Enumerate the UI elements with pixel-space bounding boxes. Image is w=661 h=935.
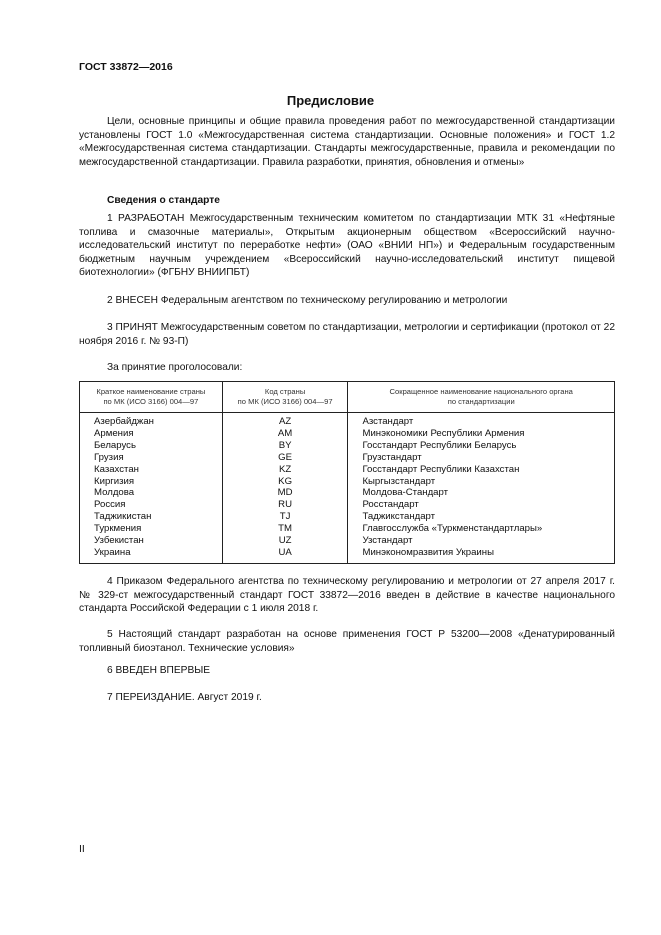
item-7-paragraph: 7 ПЕРЕИЗДАНИЕ. Август 2019 г. [107, 692, 262, 703]
country-code-cell: UZ [222, 535, 348, 547]
table-row [80, 487, 615, 499]
standards-body-cell: Узстандарт [348, 535, 615, 547]
header-body-line1: Сокращенное наименование национального органа [389, 387, 573, 396]
country-cell: Грузия [80, 452, 223, 464]
country-cell: Узбекистан [80, 535, 223, 547]
standards-body-cell: Росстандарт [348, 499, 615, 511]
standards-body-cell: Грузстандарт [348, 452, 615, 464]
item-4-paragraph: 4 Приказом Федерального агентства по техническому регулированию и метрологии от 27 апреля 2017 г. № 329-ст межгосударственный стандарт ГОСТ 33872—2016 введен в действие в качестве национального стандарта Российской Федерации с 1 июля 2018 г. [79, 576, 615, 615]
table-row [80, 499, 615, 511]
country-code-cell: KG [222, 476, 348, 488]
table-row [80, 535, 615, 547]
country-code-cell: AM [222, 428, 348, 440]
country-cell: Туркмения [80, 523, 223, 535]
country-cell: Молдова [80, 487, 223, 499]
country-code-cell: KZ [222, 464, 348, 476]
table-row [80, 523, 615, 535]
standards-body-cell: Молдова-Стандарт [348, 487, 615, 499]
table-row [80, 476, 615, 488]
header-body-line2: по стандартизации [447, 397, 515, 406]
country-code-cell: UA [222, 547, 348, 563]
item-5-paragraph: 5 Настоящий стандарт разработан на основе применения ГОСТ Р 53200—2008 «Денатурированный топливный биоэтанол. Технические условия» [79, 629, 615, 654]
header-body [348, 382, 615, 413]
standards-body-cell: Главгосслужба «Туркменстандартлары» [348, 523, 615, 535]
section-heading: Сведения о стандарте [107, 195, 220, 206]
country-code-cell: AZ [222, 413, 348, 428]
table-row [80, 511, 615, 523]
standards-body-cell: Госстандарт Республики Казахстан [348, 464, 615, 476]
standards-body-cell: Кыргызстандарт [348, 476, 615, 488]
header-code-line2: по МК (ИСО 3166) 004—97 [237, 397, 333, 406]
country-cell: Киргизия [80, 476, 223, 488]
country-cell: Украина [80, 547, 223, 563]
table-body [80, 413, 615, 564]
standards-body-cell: Госстандарт Республики Беларусь [348, 440, 615, 452]
standards-body-cell: Азстандарт [348, 413, 615, 428]
header-country [80, 382, 223, 413]
table-row [80, 464, 615, 476]
table-header-row [80, 382, 615, 413]
table-row [80, 440, 615, 452]
country-cell: Армения [80, 428, 223, 440]
country-code-cell: TM [222, 523, 348, 535]
voting-table [79, 381, 615, 564]
country-code-cell: BY [222, 440, 348, 452]
country-cell: Азербайджан [80, 413, 223, 428]
page-title: Предисловие [286, 93, 375, 108]
country-cell: Казахстан [80, 464, 223, 476]
standards-body-cell: Таджикстандарт [348, 511, 615, 523]
table-row [80, 452, 615, 464]
country-cell: Беларусь [80, 440, 223, 452]
standards-body-cell: Минэкономразвития Украины [348, 547, 615, 563]
header-code [222, 382, 348, 413]
document-code: ГОСТ 33872—2016 [79, 61, 173, 73]
header-country-line2: по МК (ИСО 3166) 004—97 [103, 397, 199, 406]
standards-body-cell: Минэкономики Республики Армения [348, 428, 615, 440]
item-1-paragraph: 1 РАЗРАБОТАН Межгосударственным техническим комитетом по стандартизации МТК 31 «Нефтяные топлива и смазочные материалы», Открытым акционерным обществом «Всероссийский научно-исследовательский институт по переработке нефти» (ОАО «ВНИИ НП») и Федеральным государственным бюджетным научным учреждением «Всероссийский научно-исследовательский институт пищевой биотехнологии» (ФГБНУ ВНИИПБТ) [79, 213, 615, 279]
country-code-cell: GE [222, 452, 348, 464]
country-code-cell: TJ [222, 511, 348, 523]
table-row [80, 547, 615, 563]
country-cell: Россия [80, 499, 223, 511]
page-number: II [79, 843, 85, 855]
country-code-cell: RU [222, 499, 348, 511]
item-6-paragraph: 6 ВВЕДЕН ВПЕРВЫЕ [107, 665, 211, 676]
header-code-line1: Код страны [264, 387, 306, 396]
header-country-line1: Краткое наименование страны [96, 387, 206, 396]
country-cell: Таджикистан [80, 511, 223, 523]
item-2-paragraph: 2 ВНЕСЕН Федеральным агентством по техническому регулированию и метрологии [107, 295, 508, 306]
table-row [80, 428, 615, 440]
item-3-paragraph: 3 ПРИНЯТ Межгосударственным советом по стандартизации, метрологии и сертификации (протокол от 22 ноября 2016 г. № 93-П) [79, 322, 615, 347]
intro-paragraph: Цели, основные принципы и общие правила проведения работ по межгосударственной стандартизации установлены ГОСТ 1.0 «Межгосударственная система стандартизации. Основные положения» и ГОСТ 1.2 «Межгосударственная система стандартизации. Стандарты межгосударственные, правила и рекомендации по межгосударственной стандартизации. Правила разработки, принятия, обновления и отмены» [79, 116, 615, 168]
voted-label: За принятие проголосовали: [107, 362, 243, 373]
country-code-cell: MD [222, 487, 348, 499]
table-row [80, 413, 615, 428]
